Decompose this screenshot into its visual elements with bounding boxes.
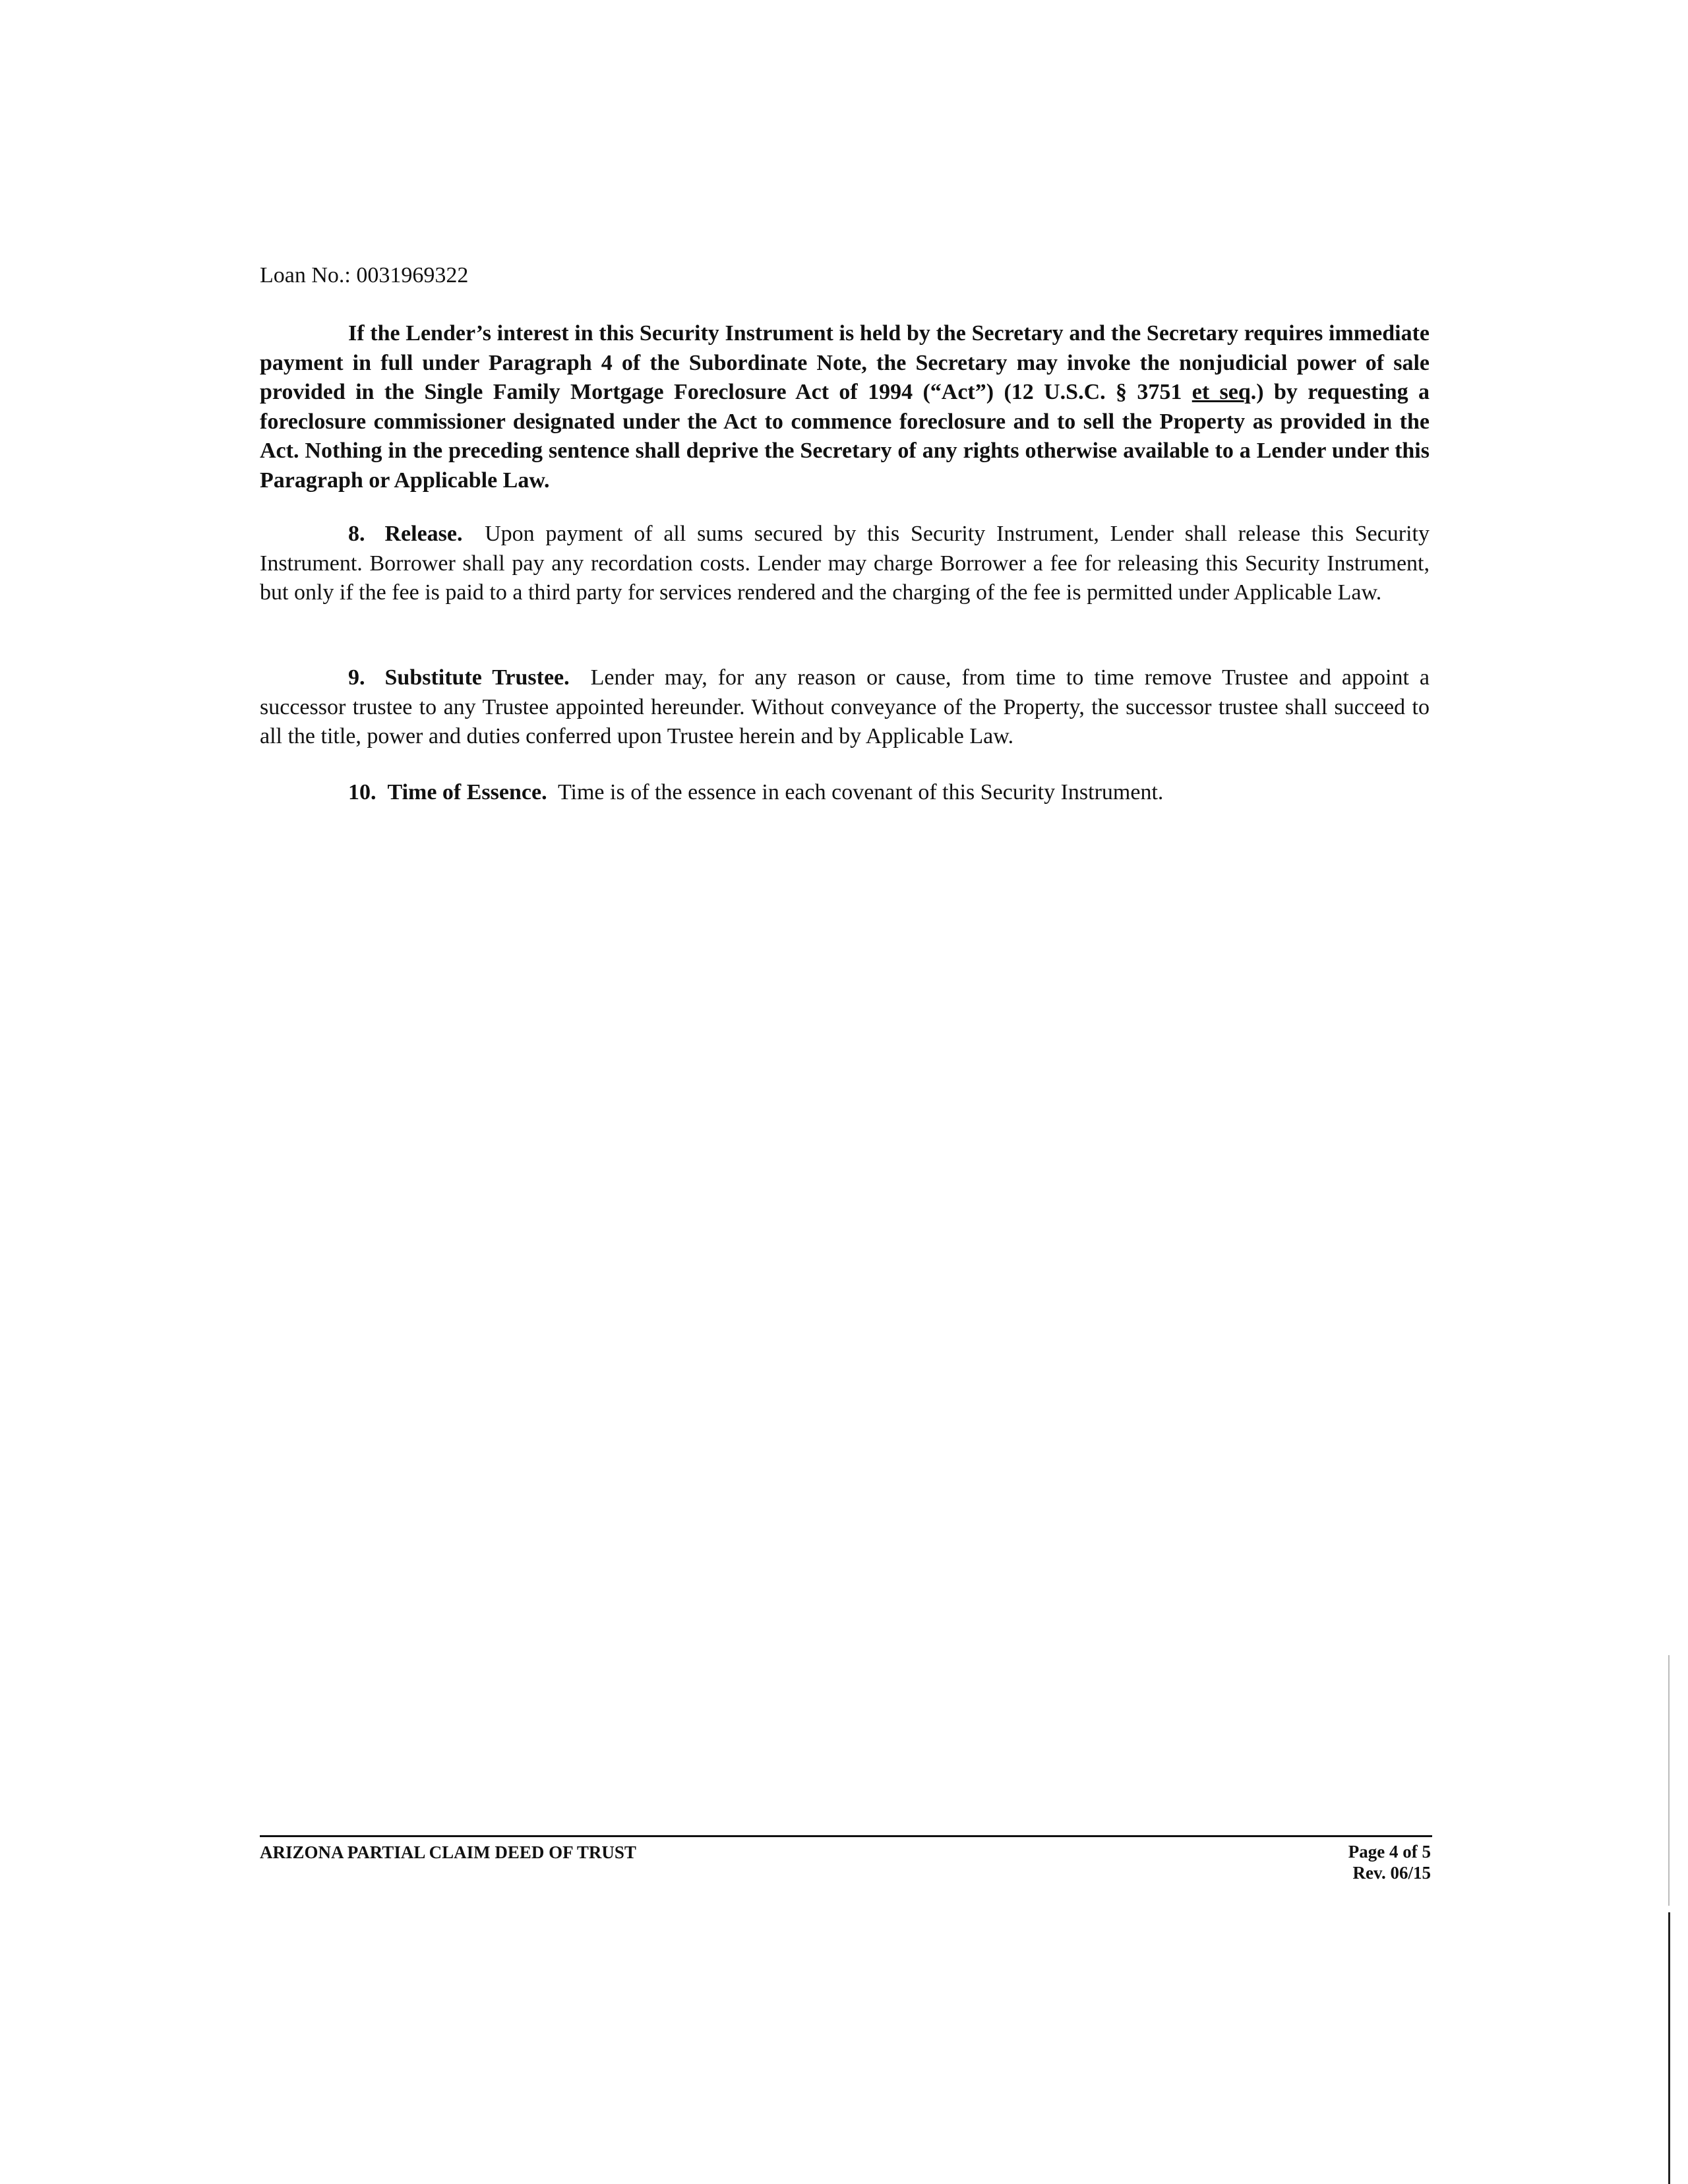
footer-title: ARIZONA PARTIAL CLAIM DEED OF TRUST <box>260 1842 636 1862</box>
loan-number-value: 0031969322 <box>356 263 469 288</box>
section-9-substitute-trustee <box>260 663 1430 752</box>
section-number: 10. <box>348 780 377 804</box>
bold-paragraph-text-2: .) by requesting a foreclosure commissioner designated under the Act to commence foreclosure and to sell the Property as provided in the Act. Nothing in the preceding sentence shall deprive the Secretary of any rights otherwise available to a Lender under this Paragraph or Applicable Law. <box>260 380 1430 493</box>
loan-number-line <box>260 261 468 290</box>
footer-revision: Rev. 06/15 <box>1352 1863 1431 1883</box>
section-heading: Substitute Trustee. <box>384 665 570 690</box>
scan-edge-artifact <box>1668 1655 1670 1906</box>
bold-paragraph-text-1: If the Lender’s interest in this Security Instrument is held by the Secretary and the Secretary requires immediate payment in full under Paragraph 4 of the Subordinate Note, the Secretary may invoke the nonjudicial power of sale provided in the Single Family Mortgage Foreclosure Act of 1994 (“Act”) (12 U.S.C. § 3751 <box>260 321 1430 404</box>
bold-paragraph-et-seq: et seq <box>1191 380 1251 404</box>
section-10-time-of-essence <box>260 778 1430 808</box>
loan-number-label: Loan No.: <box>260 263 351 288</box>
secretary-power-of-sale-paragraph <box>260 319 1430 495</box>
section-heading: Release. <box>384 522 463 546</box>
section-number: 9. <box>348 665 365 690</box>
footer-page-number: Page 4 of 5 <box>1348 1842 1431 1862</box>
footer-divider <box>260 1835 1432 1837</box>
section-text: Lender may, for any reason or cause, from time to time remove Trustee and appoint a successor trustee to any Trustee appointed hereunder. Without conveyance of the Property, the successor trustee shall succeed to all the title, power and duties conferred upon Trustee herein and by Applicable Law. <box>260 665 1430 748</box>
footer-page-info <box>1348 1841 1431 1883</box>
section-text: Upon payment of all sums secured by this Security Instrument, Lender shall release this Security Instrument. Borrower shall pay any recordation costs. Lender may charge Borrower a fee for releasing this Security Instrument, but only if the fee is paid to a third party for services rendered and the charging of the fee is permitted under Applicable Law. <box>260 522 1430 605</box>
section-heading: Time of Essence. <box>387 780 547 804</box>
section-number: 8. <box>348 522 365 546</box>
section-8-release <box>260 520 1430 608</box>
section-text: Time is of the essence in each covenant of this Security Instrument. <box>557 780 1164 804</box>
scan-edge-artifact <box>1668 1912 1670 2184</box>
